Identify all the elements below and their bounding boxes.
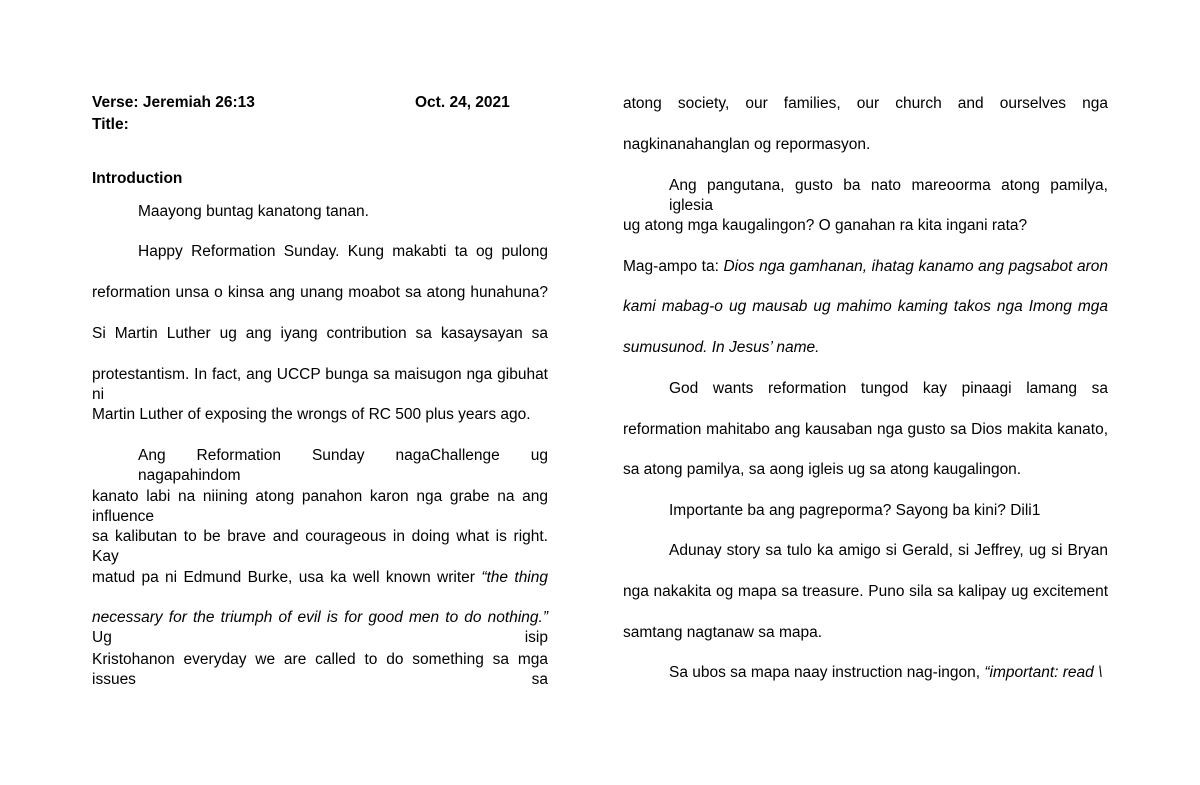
paragraph-line: nga nakakita og mapa sa treasure. Puno sila sa kalipay ug excitement xyxy=(623,583,1108,600)
paragraph-line: Importante ba ang pagreporma? Sayong ba kini? Dili1 xyxy=(669,502,1041,519)
prayer-line xyxy=(623,257,1108,277)
quote-text: “the thing xyxy=(481,569,548,586)
paragraph-line: Ang pangutana, gusto ba nato mareoorma atong pamilya, iglesia xyxy=(669,177,1108,214)
paragraph-line: Maayong buntag kanatong tanan. xyxy=(138,203,369,220)
paragraph-line: Adunay story sa tulo ka amigo si Gerald, si Jeffrey, ug si Bryan xyxy=(669,542,1108,559)
paragraph-line: nagkinanahanglan og repormasyon. xyxy=(623,136,871,153)
paragraph-line: ug atong mga kaugalingon? O ganahan ra kita ingani rata? xyxy=(623,217,1028,234)
paragraph-text: Ug isip xyxy=(92,629,548,646)
paragraph-line: Ang Reformation Sunday nagaChallenge ug nagapahindom xyxy=(138,447,548,484)
quote-text: necessary for the triumph of evil is for good men to do nothing.” xyxy=(92,609,548,626)
paragraph-line: sa kalibutan to be brave and courageous in doing what is right. Kay xyxy=(92,528,548,565)
paragraph-line: reformation unsa o kinsa ang unang moabot sa atong hunahuna? xyxy=(92,284,548,301)
paragraph-line: protestantism. In fact, ang UCCP bunga sa maisugon nga gibuhat ni xyxy=(92,366,548,403)
paragraph-line: Martin Luther of exposing the wrongs of RC 500 plus years ago. xyxy=(92,406,531,423)
paragraph-line: Si Martin Luther ug ang iyang contribution sa kasaysayan sa xyxy=(92,325,548,342)
paragraph-line: God wants reformation tungod kay pinaagi lamang sa xyxy=(669,380,1108,397)
paragraph-line xyxy=(623,663,1102,683)
paragraph-line xyxy=(92,608,548,646)
paragraph-text: Sa ubos sa mapa naay instruction nag-ingon, xyxy=(669,664,985,681)
prayer-text: Dios nga gamhanan, ihatag kanamo ang pagsabot aron xyxy=(723,258,1108,275)
prayer-line: kami mabag-o ug mausab ug mahimo kaming takos nga Imong mga xyxy=(623,298,1108,315)
paragraph-line: atong society, our families, our church and ourselves nga xyxy=(623,95,1108,112)
paragraph-line: sa atong pamilya, sa aong igleis ug sa atong kaugalingon. xyxy=(623,461,1022,478)
paragraph-text: matud pa ni Edmund Burke, usa ka well known writer xyxy=(92,569,482,586)
paragraph-line: Kristohanon everyday we are called to do something sa mga issues sa xyxy=(92,651,548,688)
prayer-line: sumusunod. In Jesus’ name. xyxy=(623,339,820,356)
paragraph-line: reformation mahitabo ang kausaban nga gusto sa Dios makita kanato, xyxy=(623,421,1108,438)
date-label: Oct. 24, 2021 xyxy=(415,94,510,111)
quote-text: “important: read \ xyxy=(984,664,1103,681)
title-label: Title: xyxy=(92,116,129,133)
paragraph-line: Happy Reformation Sunday. Kung makabti ta og pulong xyxy=(138,243,548,260)
paragraph-line xyxy=(92,568,548,588)
verse-label: Verse: Jeremiah 26:13 xyxy=(92,94,255,111)
prayer-label: Mag-ampo ta: xyxy=(623,258,724,275)
paragraph-line: kanato labi na niining atong panahon karon nga grabe na ang influence xyxy=(92,488,548,525)
introduction-heading: Introduction xyxy=(92,170,183,187)
paragraph-line: samtang nagtanaw sa mapa. xyxy=(623,624,823,641)
